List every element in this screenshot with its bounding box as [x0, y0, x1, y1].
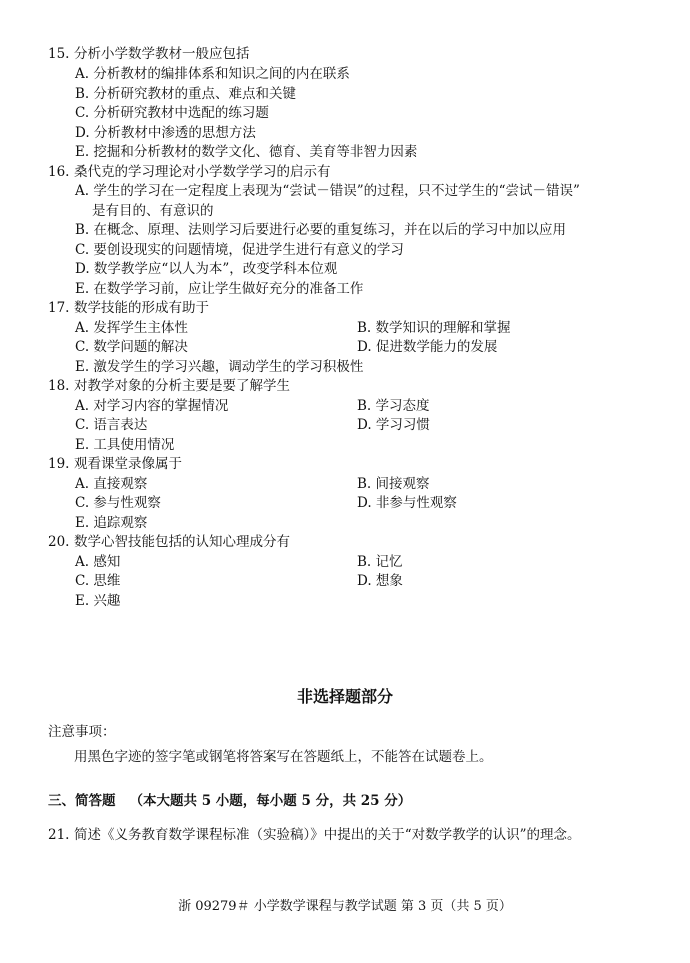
- question-text: 对教学对象的分析主要是要了解学生: [74, 378, 290, 394]
- subsection-detail: （本大题共 5 小题，每小题 5 分，共 25 分）: [129, 793, 412, 809]
- question-number: 18.: [48, 378, 70, 394]
- subsection-heading: [48, 792, 411, 811]
- question-18-option-c: C. 语言表达: [75, 417, 148, 433]
- question-16-option-a-continued: 是有目的、有意识的: [92, 203, 214, 219]
- question-19-stem: [48, 455, 182, 474]
- notice-body: 用黑色字迹的签字笔或钢笔将答案写在答题纸上，不能答在试题卷上。: [74, 749, 493, 765]
- question-19-option-a: A. 直接观察: [75, 476, 148, 492]
- question-number: 15.: [48, 46, 70, 62]
- question-15-option-e: E. 挖掘和分析教材的数学文化、德育、美育等非智力因素: [75, 144, 418, 160]
- question-number: 19.: [48, 456, 70, 472]
- question-19-option-e: E. 追踪观察: [75, 515, 148, 531]
- question-15-option-a: A. 分析教材的编排体系和知识之间的内在联系: [75, 66, 350, 82]
- question-20-option-c: C. 思维: [75, 573, 121, 589]
- question-16-option-d: D. 数学教学应“以人为本”，改变学科本位观: [75, 261, 338, 277]
- subsection-label: 三、简答题: [48, 793, 116, 809]
- question-text: 分析小学数学教材一般应包括: [74, 46, 250, 62]
- question-16-option-c: C. 要创设现实的问题情境，促进学生进行有意义的学习: [75, 242, 404, 258]
- question-17-option-e: E. 激发学生的学习兴趣，调动学生的学习积极性: [75, 359, 364, 375]
- question-number: 21.: [48, 827, 70, 843]
- question-18-option-b: B. 学习态度: [357, 398, 430, 414]
- question-17-option-b: B. 数学知识的理解和掌握: [357, 320, 511, 336]
- question-15-option-d: D. 分析教材中渗透的思想方法: [75, 125, 256, 141]
- question-20-option-a: A. 感知: [75, 554, 121, 570]
- question-19-option-d: D. 非参与性观察: [357, 495, 457, 511]
- question-text: 数学心智技能包括的认知心理成分有: [74, 534, 290, 550]
- page-footer: 浙 09279＃ 小学数学课程与教学试题 第 3 页（共 5 页）: [178, 899, 512, 914]
- question-text: 观看课堂录像属于: [74, 456, 182, 472]
- question-20-option-d: D. 想象: [357, 573, 403, 589]
- question-19-option-c: C. 参与性观察: [75, 495, 161, 511]
- question-17-stem: [48, 299, 209, 318]
- question-18-option-d: D. 学习习惯: [357, 417, 430, 433]
- question-16-stem: [48, 163, 331, 182]
- question-16-option-b: B. 在概念、原理、法则学习后要进行必要的重复练习，并在以后的学习中加以应用: [75, 222, 567, 238]
- question-16-option-e: E. 在数学学习前，应让学生做好充分的准备工作: [75, 281, 364, 297]
- question-18-stem: [48, 377, 290, 396]
- question-15-option-c: C. 分析研究教材中选配的练习题: [75, 105, 269, 121]
- question-17-option-a: A. 发挥学生主体性: [75, 320, 188, 336]
- question-number: 20.: [48, 534, 70, 550]
- question-18-option-e: E. 工具使用情况: [75, 437, 175, 453]
- question-17-option-c: C. 数学问题的解决: [75, 339, 188, 355]
- question-20-stem: [48, 533, 290, 552]
- notice-title: 注意事项：: [48, 724, 116, 740]
- question-text: 数学技能的形成有助于: [74, 300, 209, 316]
- question-text: 简述《义务教育数学课程标准（实验稿）》中提出的关于“对数学教学的认识”的理念。: [74, 827, 581, 843]
- question-number: 17.: [48, 300, 70, 316]
- question-number: 16.: [48, 164, 70, 180]
- question-18-option-a: A. 对学习内容的掌握情况: [75, 398, 229, 414]
- question-20-option-e: E. 兴趣: [75, 593, 121, 609]
- question-text: 桑代克的学习理论对小学数学学习的启示有: [74, 164, 331, 180]
- question-19-option-b: B. 间接观察: [357, 476, 430, 492]
- question-17-option-d: D. 促进数学能力的发展: [357, 339, 498, 355]
- question-21: [48, 826, 581, 845]
- question-15-option-b: B. 分析研究教材的重点、难点和关键: [75, 86, 297, 102]
- section-title: 非选择题部分: [296, 687, 393, 706]
- question-16-option-a: A. 学生的学习在一定程度上表现为“尝试－错误”的过程，只不过学生的“尝试－错误”: [75, 183, 580, 199]
- question-20-option-b: B. 记忆: [357, 554, 403, 570]
- question-15-stem: [48, 45, 250, 64]
